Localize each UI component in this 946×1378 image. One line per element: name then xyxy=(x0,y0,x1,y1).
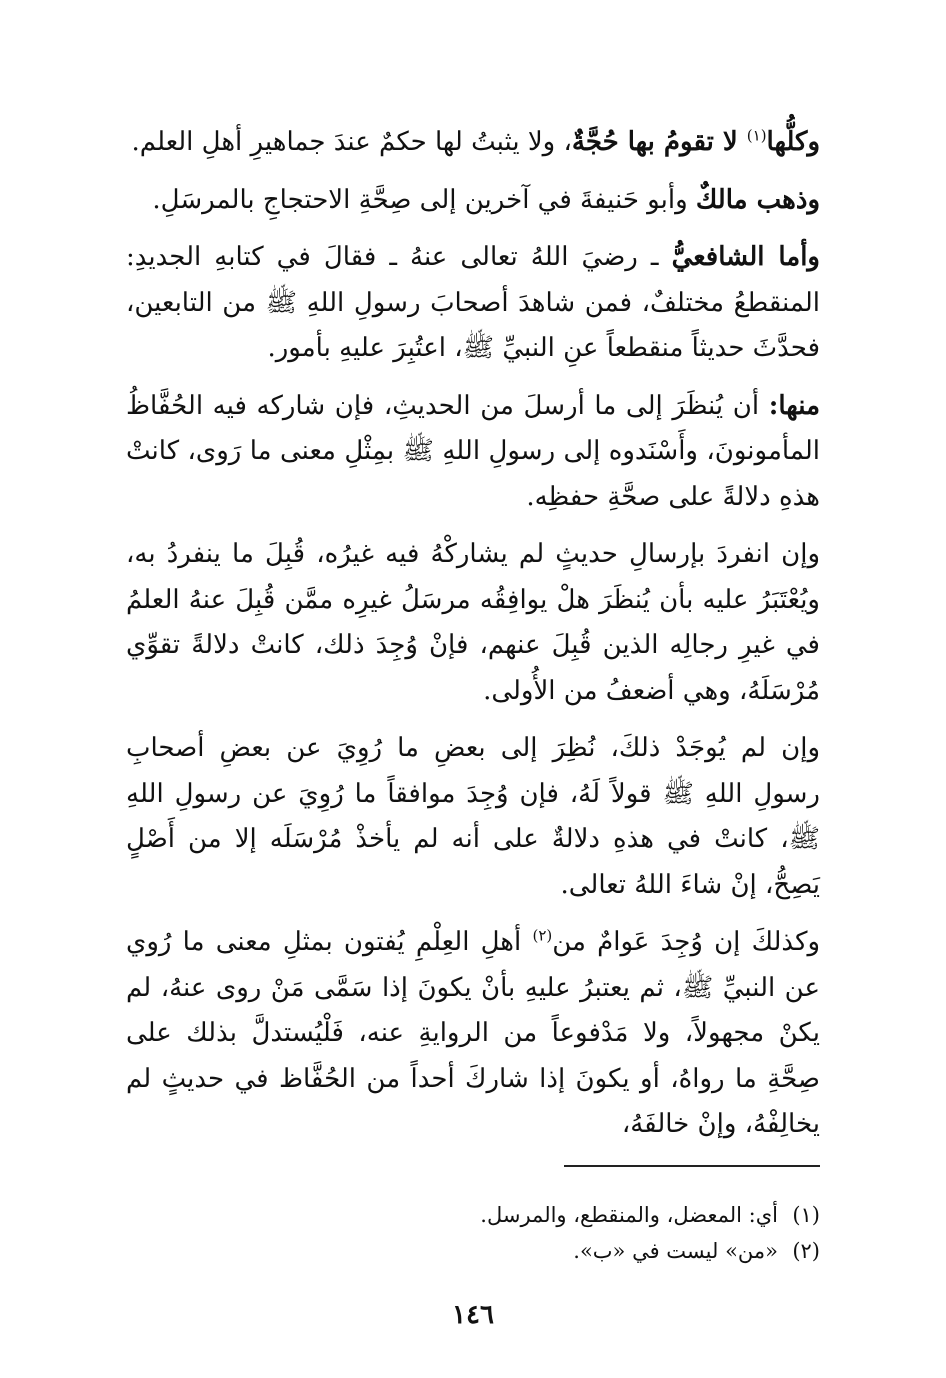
footnote-reference: (١) xyxy=(746,126,767,145)
footnote-1-text: أي: المعضل، والمنقطع، والمرسل. xyxy=(480,1203,778,1227)
paragraph-text: وإن انفردَ بإرسالِ حديثٍ لم يشاركْهُ فيه غيرُه، قُبِلَ ما ينفردُ به، ويُعْتَبَرُ عليه بأن يُنظَرَ هلْ يوافِقُه مرسَلُ غيرِه ممَّن قُبِلَ عنهُ العلمُ في غيرِ رجالِه الذين قُبِلَ عنهم، فإنْ وُجِدَ ذلك، كانتْ دلالةً تقوِّي مُرْسَلَهُ، وهي أضعفُ من الأُولى. xyxy=(126,539,820,706)
page-number: ١٤٦ xyxy=(452,1300,494,1330)
paragraph-2 xyxy=(126,178,820,224)
footnote-1-number: (١) xyxy=(792,1203,820,1227)
paragraph-text: وأبو حَنيفةَ في آخرين إلى صِحَّةِ الاحتجاجِ بالمرسَلِ. xyxy=(152,184,696,215)
bold-lead-text: وأما الشافعيُّ xyxy=(671,242,820,272)
paragraph-text: ـ رضيَ اللهُ تعالى عنهُ ـ فقالَ في كتابهِ الجديدِ: المنقطعُ مختلفٌ، فمن شاهدَ أصحابَ رسولِ اللهِ ﷺ من التابعين، فحدَّثَ حديثاً منقطعاً عنِ النبيِّ ﷺ، اعتُبِرَ عليهِ بأمور. xyxy=(126,242,820,363)
footnotes xyxy=(126,1197,820,1269)
paragraph-text: أن يُنظَرَ إلى ما أرسلَ من الحديثِ، فإن شاركه فيه الحُفَّاظُ المأمونونَ، وأَسْنَدوه إلى رسولِ اللهِ ﷺ بمِثْلِ معنى ما رَوى، كانتْ هذهِ دلالةً على صحَّةِ حفظِه. xyxy=(126,390,820,512)
paragraph-text: أهلِ العِلْمِ يُفتون بمثلِ معنى ما رُوي عن النبيِّ ﷺ، ثم يعتبرُ عليهِ بأنْ يكونَ إذا سَمَّى مَنْ روى عنهُ، لم يكنْ مجهولاً، ولا مَدْفوعاً من الروايةِ عنه، فَلْيُستدلَّ بذلك على صِحَّةِ ما رواهُ، أو يكونَ إذا شاركَ أحداً من الحُفَّاظ في حديثٍ لم يخالِفْهُ، وإنْ خالفَهُ، xyxy=(126,927,820,1139)
footnote-1 xyxy=(126,1197,820,1233)
footnote-divider xyxy=(564,1165,820,1167)
paragraph-6 xyxy=(126,726,820,908)
paragraph-text: وكذلكَ إن وُجِدَ عَوامٌ من xyxy=(552,927,821,957)
footnote-2 xyxy=(126,1233,820,1269)
paragraph-7 xyxy=(126,920,820,1148)
paragraph-5 xyxy=(126,532,820,714)
paragraph-text: وإن لم يُوجَدْ ذلكَ، نُظِرَ إلى بعضِ ما رُوِيَ عن بعضِ أصحابِ رسولِ اللهِ ﷺ قولاً لَهُ، فإن وُجِدَ موافقاً ما رُوِيَ عن رسولِ اللهِ ﷺ، كانتْ في هذهِ دلالةٌ على أنه لم يأخذْ مُرْسَلَه إلا من أَصْلٍ يَصِحُّ، إنْ شاءَ اللهُ تعالى. xyxy=(126,733,820,900)
main-text xyxy=(126,120,820,1160)
paragraph-text: ، ولا يثبتُ لها حكمٌ عندَ جماهيرِ أهلِ العلم. xyxy=(131,127,572,157)
bold-lead-text: وكلُّها xyxy=(766,127,820,157)
bold-lead-text: وذهب مالكٌ xyxy=(695,184,820,215)
footnote-2-text: «من» ليست في «ب». xyxy=(573,1239,778,1263)
bold-lead-text: لا تقومُ بها حُجَّةٌ xyxy=(571,127,747,157)
paragraph-4 xyxy=(126,384,820,521)
footnote-2-number: (٢) xyxy=(792,1239,820,1263)
paragraph-3 xyxy=(126,235,820,372)
bold-lead-text: منها: xyxy=(768,390,820,421)
paragraph-1 xyxy=(126,120,820,166)
footnote-reference: (٢) xyxy=(532,926,553,945)
